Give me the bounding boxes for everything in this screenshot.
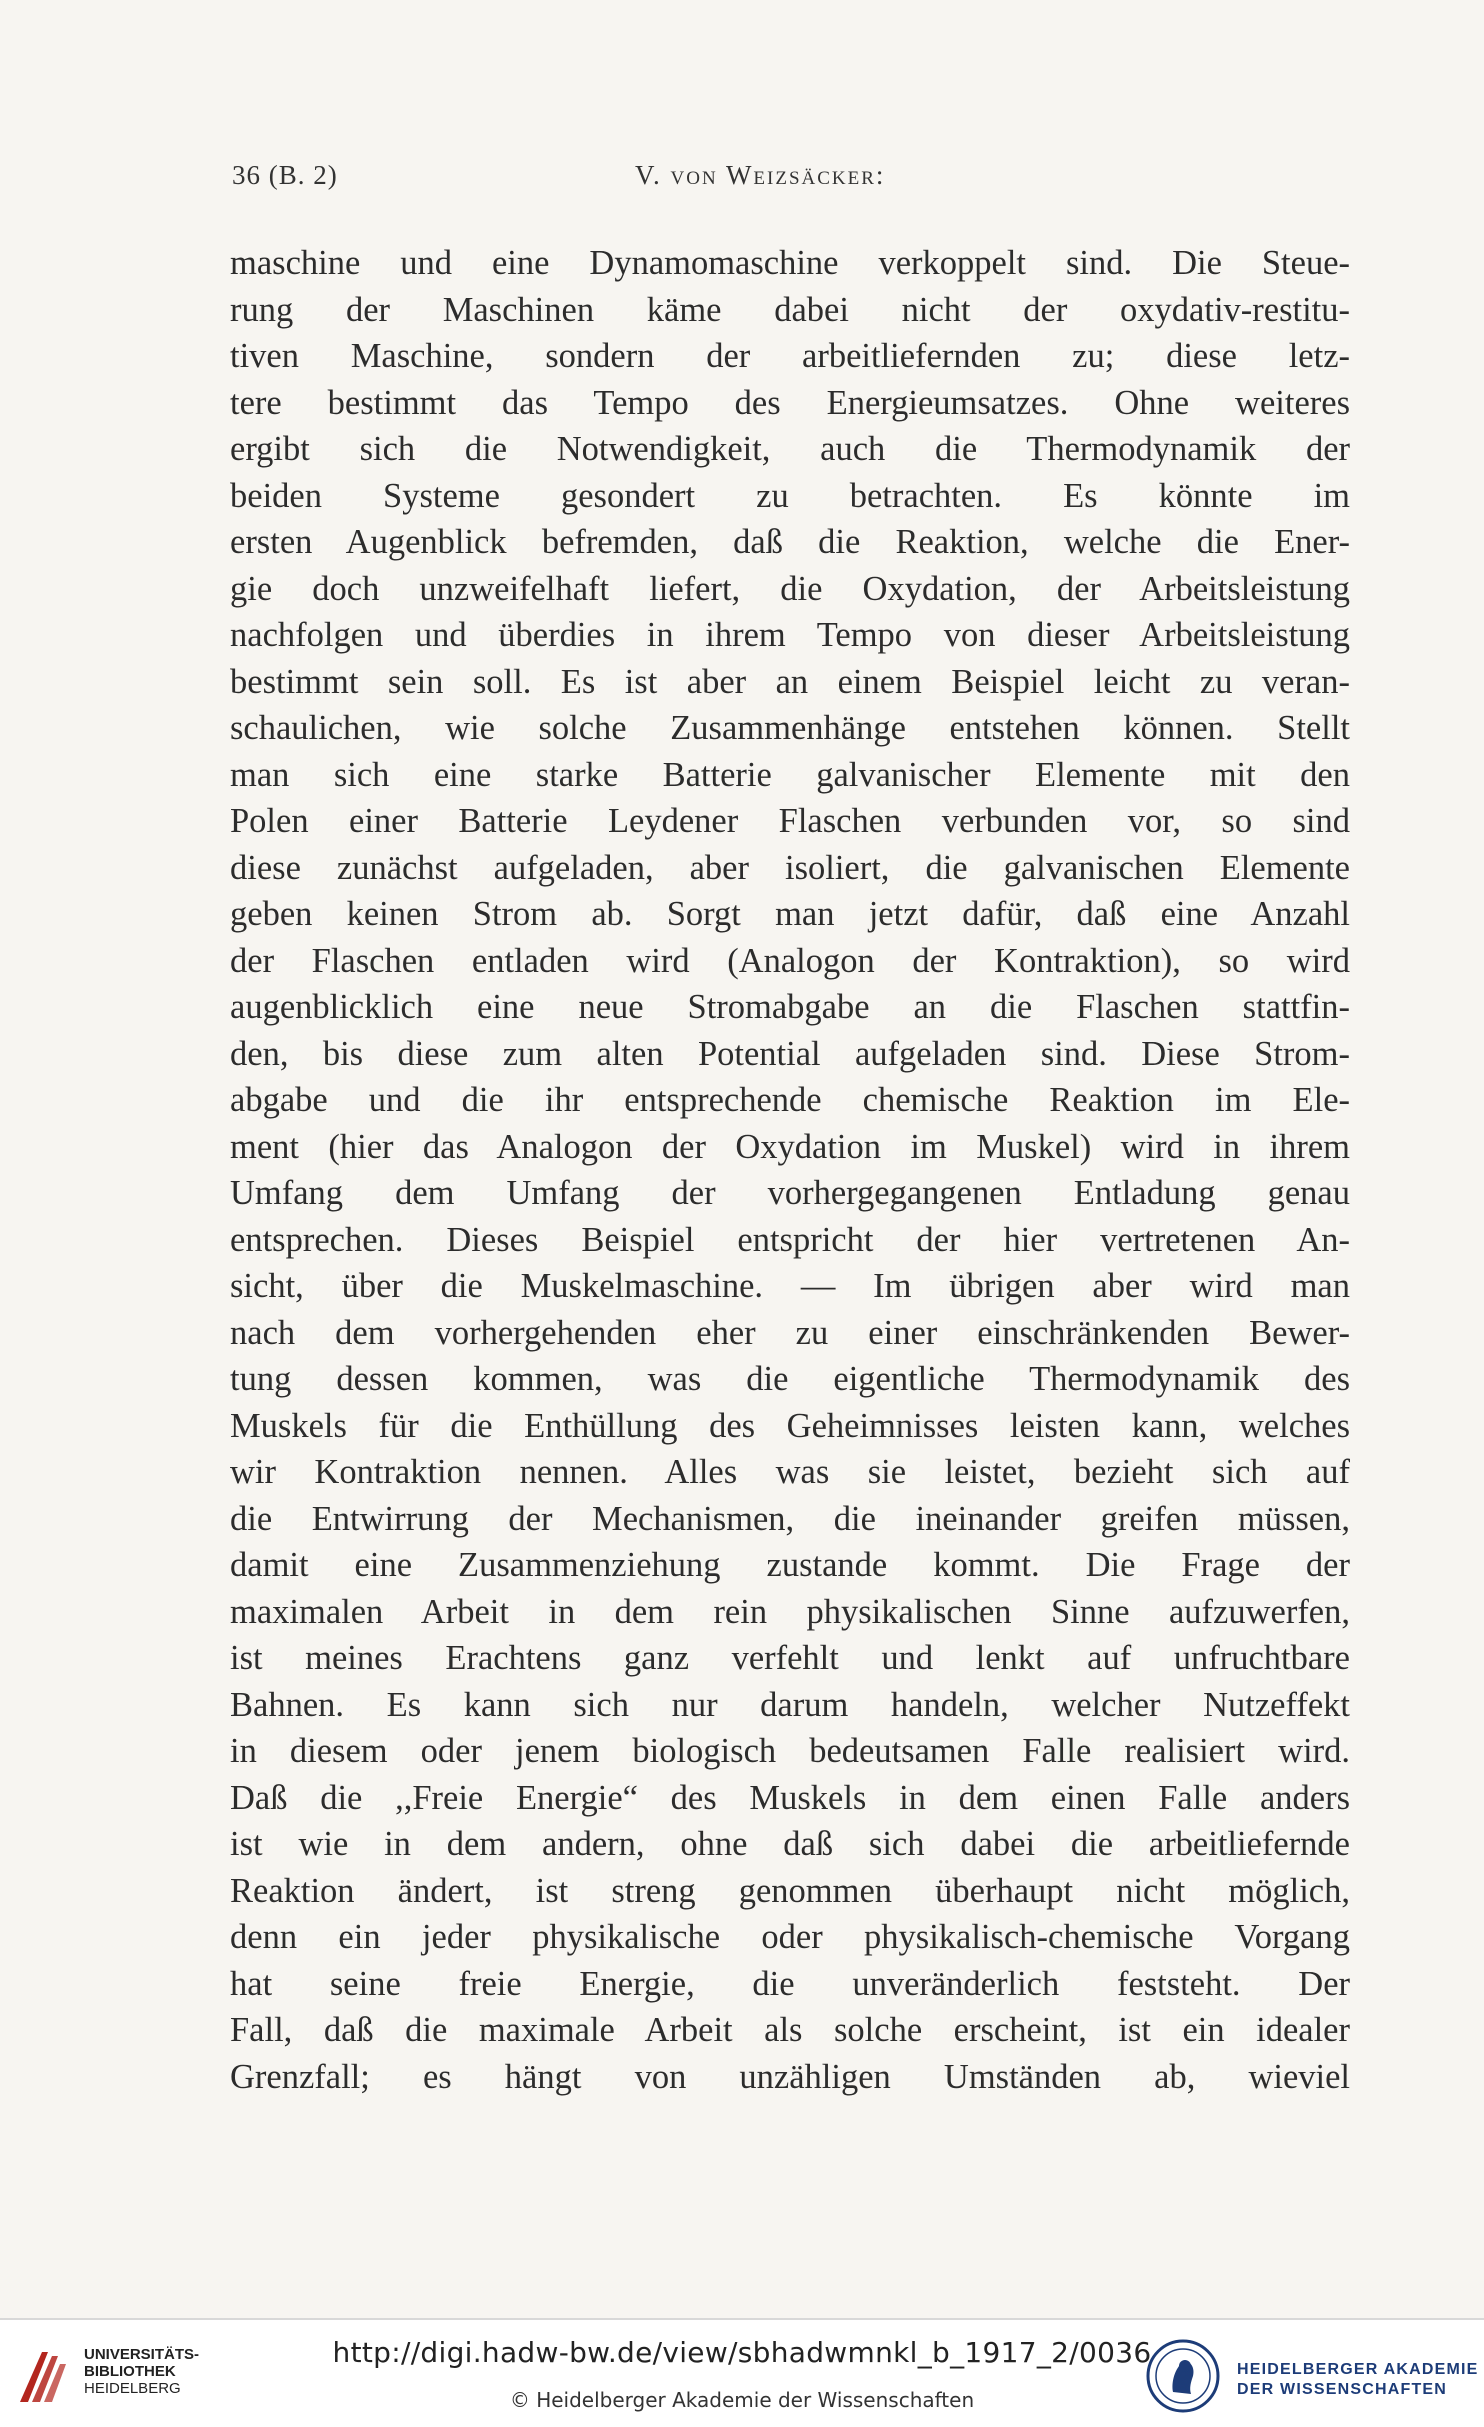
text-line: geben keinen Strom ab. Sorgt man jetzt dafür, daß eine Anzahl [230, 895, 1350, 933]
text-line: der Flaschen entladen wird (Analogon der Kontraktion), so wird [230, 941, 1350, 980]
academy-seal-icon [1145, 2338, 1221, 2414]
copyright-notice: © Heidelberger Akademie der Wissenschaften [509, 2388, 975, 2412]
text-line: bestimmt sein soll. Es ist aber an einem Beispiel leicht zu veran- [230, 662, 1350, 701]
text-line: gie doch unzweifelhaft liefert, die Oxydation, der Arbeitsleistung [230, 569, 1350, 608]
text-line: Bahnen. Es kann sich nur darum handeln, welcher Nutzeffekt [230, 1685, 1350, 1724]
text-line: man sich eine starke Batterie galvanischer Elemente mit den [230, 755, 1350, 794]
text-line: den, bis diese zum alten Potential aufgeladen sind. Diese Strom- [230, 1034, 1350, 1073]
text-line: Daß die ,,Freie Energie“ des Muskels in dem einen Falle anders [230, 1778, 1350, 1817]
text-line: maschine und eine Dynamomaschine verkoppelt sind. Die Steue- [230, 244, 1350, 282]
text-line: hat seine freie Energie, die unveränderlich feststeht. Der [230, 1964, 1350, 2003]
text-line: Muskels für die Enthüllung des Geheimnisses leisten kann, welches [230, 1406, 1350, 1445]
permalink-url[interactable]: http://digi.hadw-bw.de/view/sbhadwmnkl_b_1917_2/0036 [332, 2336, 1152, 2369]
text-line: tiven Maschine, sondern der arbeitliefernden zu; diese letz- [230, 337, 1350, 375]
academy-logo[interactable] [1145, 2338, 1479, 2418]
text-line: ist wie in dem andern, ohne daß sich dabei die arbeitliefernde [230, 1825, 1350, 1863]
text-line: beiden Systeme gesondert zu betrachten. Es könnte im [230, 476, 1350, 515]
text-line: Polen einer Batterie Leydener Flaschen verbunden vor, so sind [230, 802, 1350, 840]
text-line: ersten Augenblick befremden, daß die Reaktion, welche die Ener- [230, 523, 1350, 561]
footer-bar [0, 2318, 1484, 2427]
text-line: ergibt sich die Notwendigkeit, auch die Thermodynamik der [230, 430, 1350, 468]
text-line: diese zunächst aufgeladen, aber isoliert, die galvanischen Elemente [230, 848, 1350, 887]
text-line: Grenzfall; es hängt von unzähligen Umständen ab, wieviel [230, 2057, 1350, 2096]
page-number: 36 (B. 2) [232, 160, 338, 190]
text-line: maximalen Arbeit in dem rein physikalischen Sinne aufzuwerfen, [230, 1592, 1350, 1631]
text-line: rung der Maschinen käme dabei nicht der oxydativ-restitu- [230, 290, 1350, 329]
text-line: damit eine Zusammenziehung zustande kommt. Die Frage der [230, 1546, 1350, 1584]
text-line: entsprechen. Dieses Beispiel entspricht der hier vertretenen An- [230, 1220, 1350, 1259]
library-logo-text: UNIVERSITÄTS- BIBLIOTHEK HEIDELBERG [84, 2346, 200, 2397]
body-text [230, 240, 1350, 2100]
academy-logo-text: HEIDELBERGER AKADEMIE DER WISSENSCHAFTEN [1237, 2361, 1479, 2398]
text-line: nachfolgen und überdies in ihrem Tempo von dieser Arbeitsleistung [230, 616, 1350, 654]
text-line: abgabe und die ihr entsprechende chemische Reaktion im Ele- [230, 1081, 1350, 1119]
text-line: ist meines Erachtens ganz verfehlt und lenkt auf unfruchtbare [230, 1639, 1350, 1677]
text-line: die Entwirrung der Mechanismen, die ineinander greifen müssen, [230, 1499, 1350, 1538]
running-author: V. von Weizsäcker: [635, 160, 886, 190]
text-line: ment (hier das Analogon der Oxydation im Muskel) wird in ihrem [230, 1127, 1350, 1166]
text-line: tere bestimmt das Tempo des Energieumsatzes. Ohne weiteres [230, 383, 1350, 422]
text-line: in diesem oder jenem biologisch bedeutsamen Falle realisiert wird. [230, 1732, 1350, 1770]
text-line: schaulichen, wie solche Zusammenhänge entstehen können. Stellt [230, 709, 1350, 747]
text-line: Fall, daß die maximale Arbeit als solche erscheint, ist ein idealer [230, 2011, 1350, 2049]
text-line: denn ein jeder physikalische oder physikalisch-chemische Vorgang [230, 1918, 1350, 1956]
text-line: sicht, über die Muskelmaschine. — Im übrigen aber wird man [230, 1267, 1350, 1305]
text-line: augenblicklich eine neue Stromabgabe an die Flaschen stattfin- [230, 988, 1350, 1026]
text-line: wir Kontraktion nennen. Alles was sie leistet, bezieht sich auf [230, 1453, 1350, 1491]
text-line: tung dessen kommen, was die eigentliche Thermodynamik des [230, 1360, 1350, 1398]
text-line: Umfang dem Umfang der vorhergegangenen Entladung genau [230, 1174, 1350, 1212]
text-line: Reaktion ändert, ist streng genommen überhaupt nicht möglich, [230, 1871, 1350, 1910]
text-line: nach dem vorhergehenden eher zu einer einschränkenden Bewer- [230, 1313, 1350, 1352]
